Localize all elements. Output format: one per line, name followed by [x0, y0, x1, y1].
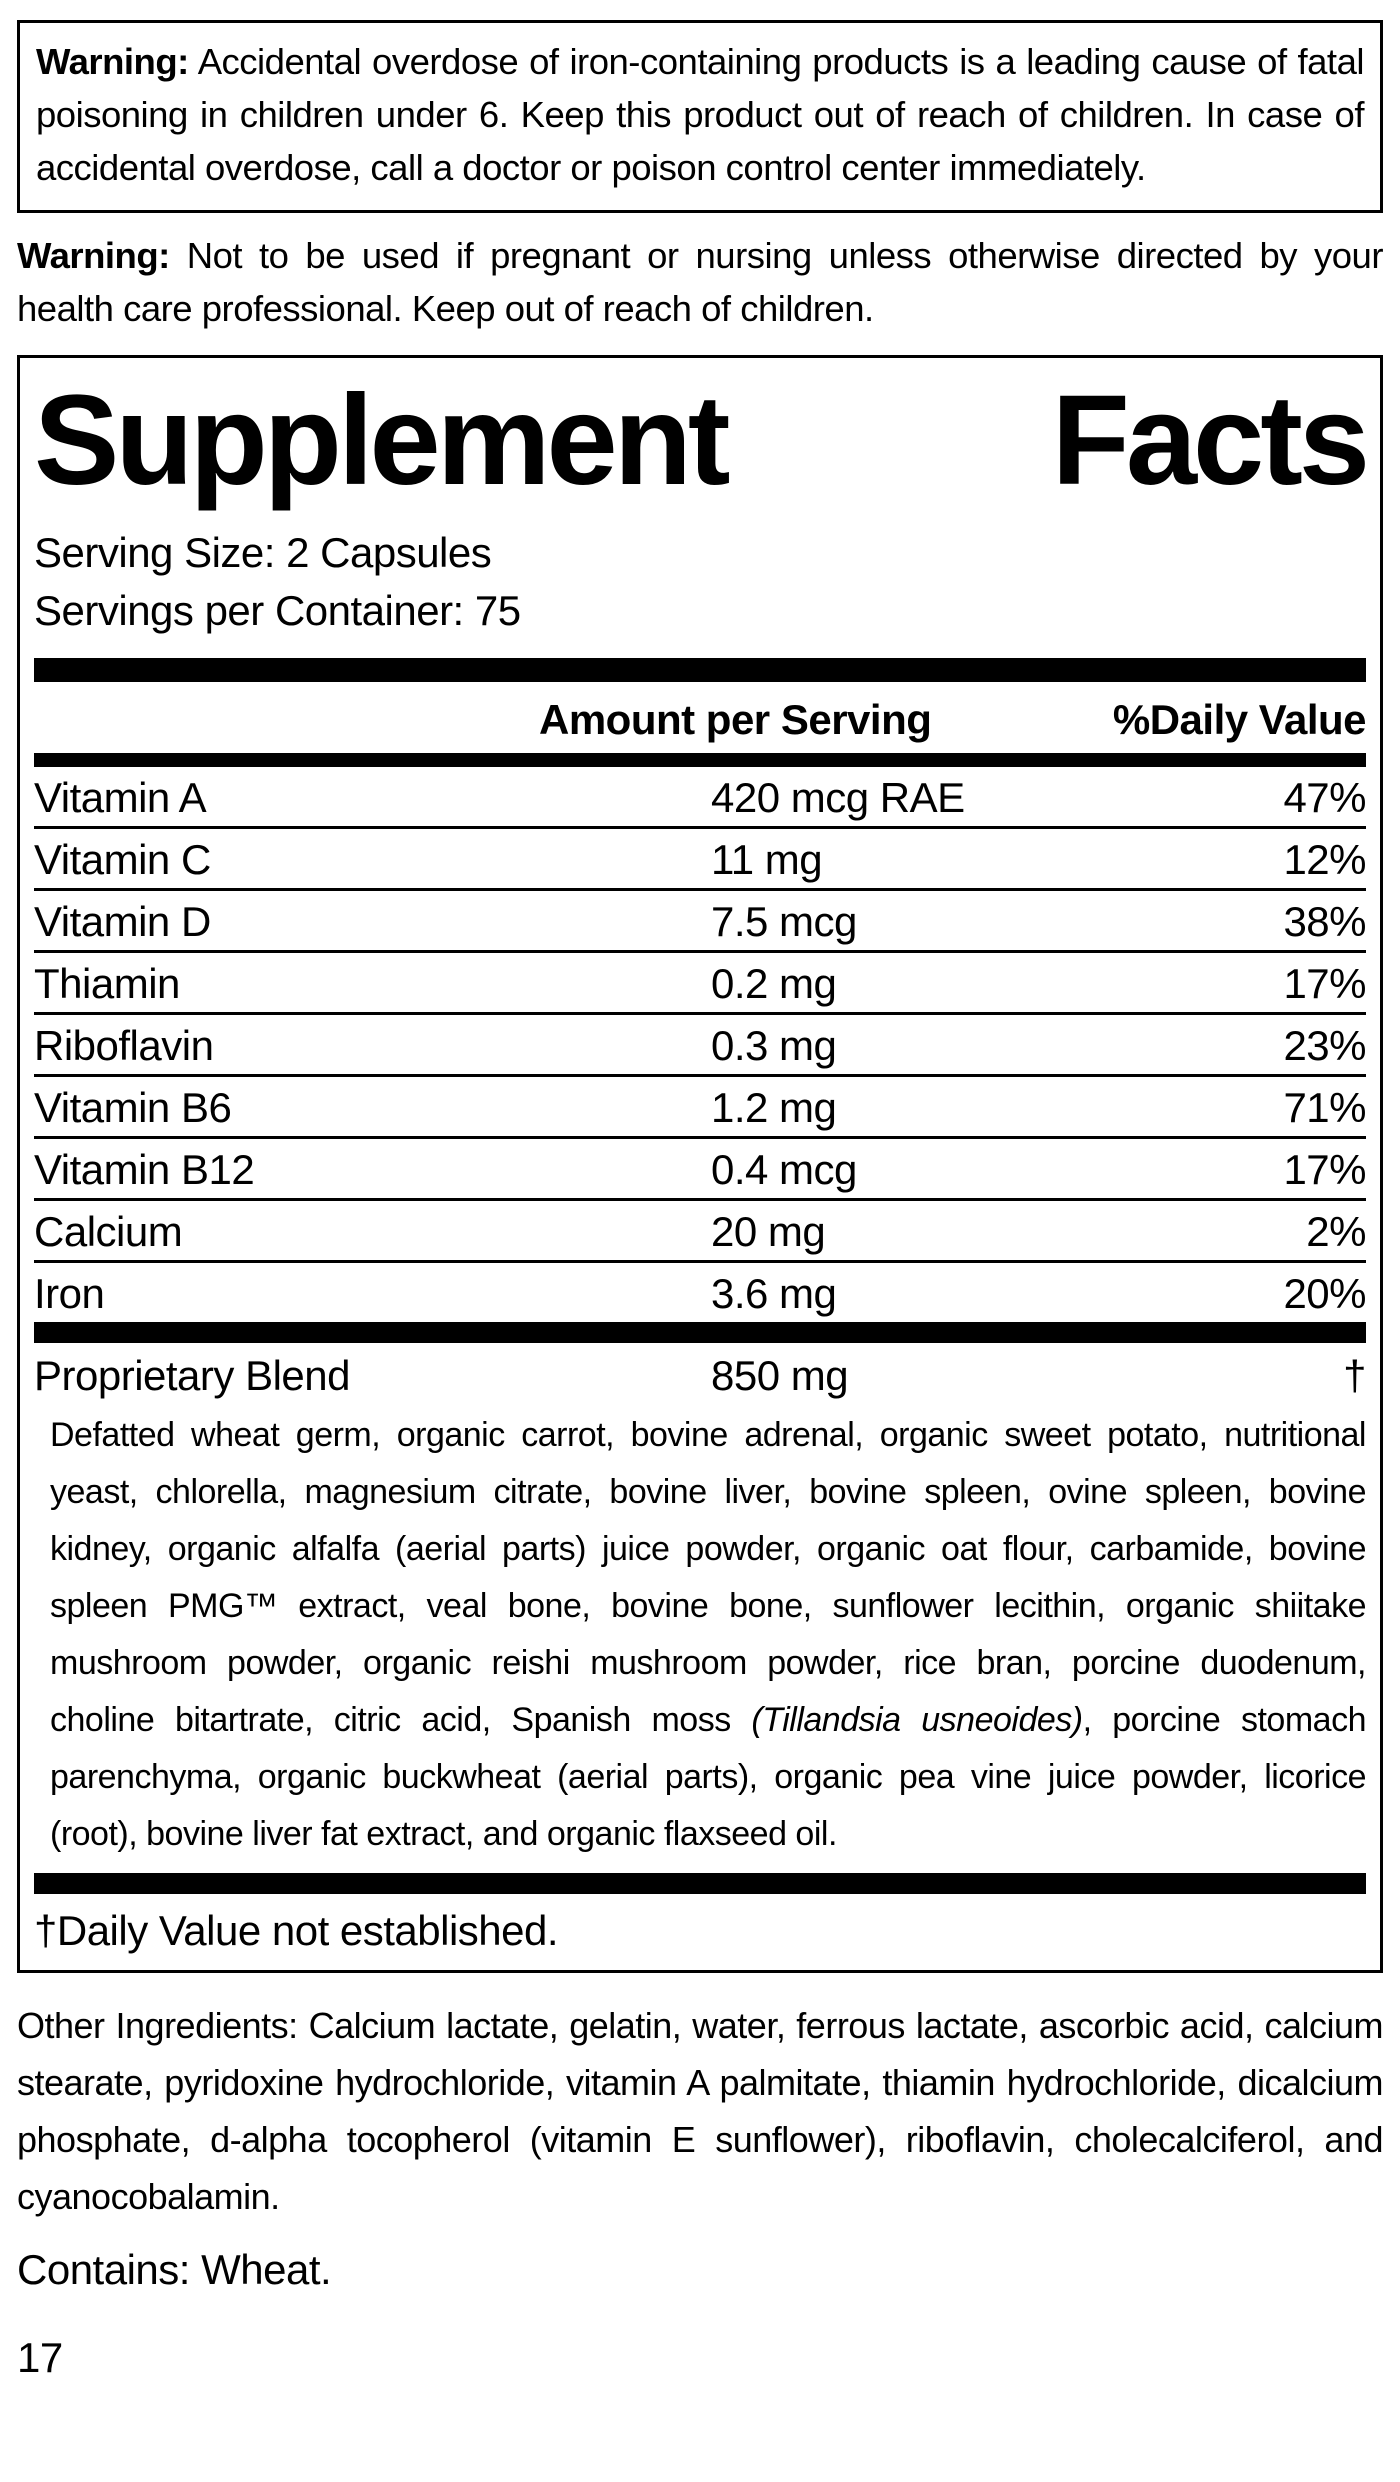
table-row [34, 953, 1366, 1015]
panel-title [34, 369, 1366, 512]
nutrient-name: Vitamin D [34, 898, 211, 946]
serving-info [34, 524, 1366, 640]
nutrient-daily-value: 20% [1283, 1270, 1366, 1318]
nutrient-amount: 420 mcg RAE [711, 774, 965, 822]
nutrient-amount: 0.3 mg [711, 1022, 837, 1070]
warning-text: Not to be used if pregnant or nursing unless otherwise directed by your health care professional. Keep out of reach of children. [17, 235, 1383, 329]
page-number: 17 [17, 2334, 63, 2382]
table-row [34, 829, 1366, 891]
blend-text: Defatted wheat germ, organic carrot, bovine adrenal, organic sweet potato, nutritional yeast, chlorella, magnesium citrate, bovine liver, bovine spleen, ovine spleen, bovine kidney, organic alfalfa (aerial parts) juice powder, organic oat flour, carbamide, bovine spleen PMG™ extract, veal bone, bovine bone, sunflower lecithin, organic shiitake mushroom powder, organic reishi mushroom powder, rice bran, porcine duodenum, choline bitartrate, citric acid, Spanish moss [50, 1416, 1366, 1740]
serving-size: Serving Size: 2 Capsules [34, 529, 492, 577]
table-row [34, 1139, 1366, 1201]
nutrient-amount: 3.6 mg [711, 1270, 837, 1318]
divider-bar-medium [34, 753, 1366, 767]
nutrient-amount: 850 mg [711, 1352, 849, 1400]
nutrient-daily-value: 38% [1283, 898, 1366, 946]
nutrient-name: Vitamin B12 [34, 1146, 255, 1194]
nutrient-amount: 7.5 mcg [711, 898, 857, 946]
table-row [34, 1263, 1366, 1322]
table-row [34, 891, 1366, 953]
proprietary-blend-description [50, 1407, 1366, 1863]
nutrient-amount: 0.4 mcg [711, 1146, 857, 1194]
table-row [34, 1015, 1366, 1077]
nutrient-amount: 20 mg [711, 1208, 826, 1256]
nutrient-name: Riboflavin [34, 1022, 214, 1070]
divider-bar-thick [34, 658, 1366, 682]
nutrient-name: Vitamin B6 [34, 1084, 232, 1132]
divider-bar-medium [34, 1873, 1366, 1894]
nutrient-name: Thiamin [34, 960, 180, 1008]
column-header-amount: Amount per Serving [539, 696, 932, 744]
nutrient-daily-value: 2% [1306, 1208, 1366, 1256]
table-header-row [34, 682, 1366, 753]
iron-warning-box [17, 20, 1383, 213]
column-header-daily-value: %Daily Value [1112, 696, 1366, 744]
nutrient-daily-value: 47% [1283, 774, 1366, 822]
proprietary-blend-row [34, 1343, 1366, 1405]
nutrient-daily-value: 17% [1283, 1146, 1366, 1194]
nutrient-daily-value: 12% [1283, 836, 1366, 884]
allergen-statement: Contains: Wheat. [17, 2246, 332, 2294]
warning-label: Warning: [17, 235, 170, 276]
nutrient-amount: 1.2 mg [711, 1084, 837, 1132]
nutrient-amount: 11 mg [711, 836, 823, 884]
warning-label: Warning: [36, 41, 189, 82]
nutrient-daily-value: 23% [1283, 1022, 1366, 1070]
nutrient-name: Vitamin A [34, 774, 207, 822]
title-word-facts: Facts [1051, 369, 1366, 512]
blend-text: , porcine stomach parenchyma, organic buckwheat (aerial parts), organic pea vine juice powder, licorice (root), bovine liver fat extract, and organic flaxseed oil. [50, 1701, 1366, 1854]
title-word-supplement: Supplement [34, 369, 727, 512]
table-row [34, 1201, 1366, 1263]
nutrient-name: Calcium [34, 1208, 183, 1256]
daily-value-dagger: † [1343, 1352, 1366, 1400]
table-row [34, 767, 1366, 829]
nutrient-daily-value: 71% [1283, 1084, 1366, 1132]
nutrient-name: Iron [34, 1270, 105, 1318]
nutrient-name: Vitamin C [34, 836, 211, 884]
nutrient-daily-value: 17% [1283, 960, 1366, 1008]
nutrient-name: Proprietary Blend [34, 1352, 350, 1400]
supplement-facts-panel [17, 355, 1383, 1973]
blend-latin-name: (Tillandsia usneoides) [751, 1701, 1083, 1740]
table-row [34, 1077, 1366, 1139]
pregnancy-warning [17, 229, 1383, 335]
other-ingredients: Other Ingredients: Calcium lactate, gelatin, water, ferrous lactate, ascorbic acid, calcium stearate, pyridoxine hydrochloride, vitamin A palmitate, thiamin hydrochloride, dicalcium phosphate, d-alpha tocopherol (vitamin E sunflower), riboflavin, cholecalciferol, and cyanocobalamin. [17, 2005, 1383, 2218]
warning-text: Accidental overdose of iron-containing products is a leading cause of fatal poisoning in children under 6. Keep this product out of reach of children. In case of accidental overdose, call a doctor or poison control center immediately. [36, 41, 1364, 188]
nutrient-amount: 0.2 mg [711, 960, 837, 1008]
servings-per-container: Servings per Container: 75 [34, 587, 521, 635]
divider-bar-medium [34, 1322, 1366, 1343]
daily-value-footnote: †Daily Value not established. [34, 1907, 559, 1955]
